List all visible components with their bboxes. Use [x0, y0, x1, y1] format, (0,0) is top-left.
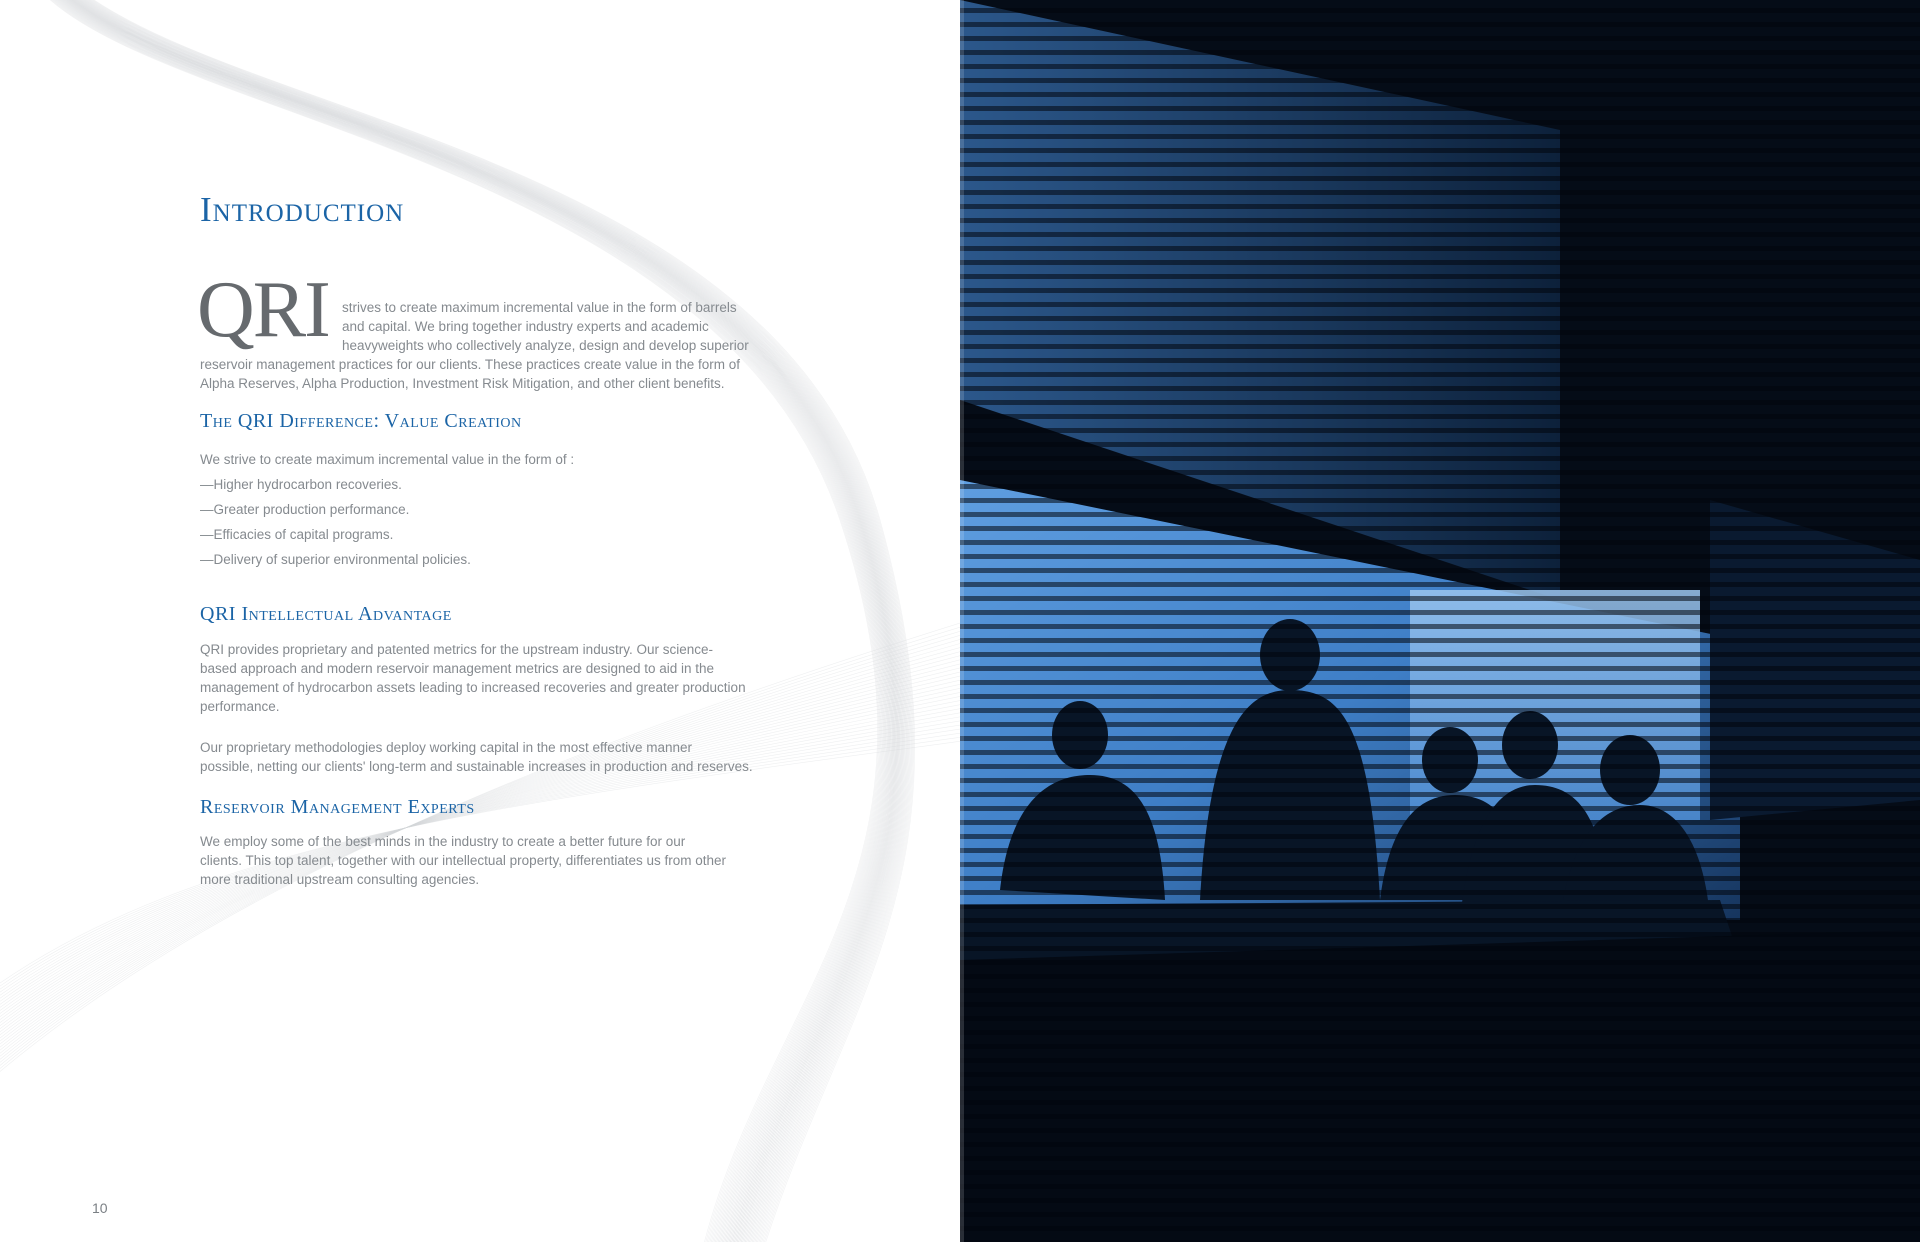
- blind-slat: [960, 176, 1920, 181]
- wave-line: [52, 0, 889, 1242]
- blind-slat: [960, 974, 1920, 979]
- blind-slat: [960, 722, 1920, 727]
- blind-slat: [960, 1198, 1920, 1203]
- blind-slat: [960, 1142, 1920, 1147]
- blind-slat: [960, 64, 1920, 69]
- blind-slat: [960, 274, 1920, 279]
- blind-slat: [960, 540, 1920, 545]
- blind-slat: [960, 736, 1920, 741]
- blind-slat: [960, 442, 1920, 447]
- blind-slat: [960, 8, 1920, 13]
- wave-line: [45, 0, 882, 1242]
- wave-line: [61, 0, 897, 1242]
- blind-slat: [960, 1044, 1920, 1049]
- blind-slat: [960, 666, 1920, 671]
- blind-slat: [960, 330, 1920, 335]
- blind-slat: [960, 1128, 1920, 1133]
- blind-slat: [960, 932, 1920, 937]
- heading-reservoir-experts: Reservoir Management Experts: [200, 796, 475, 818]
- blind-slat: [960, 610, 1920, 615]
- intro-line-3: heavyweights who collectively analyze, design and develop superior: [342, 338, 749, 353]
- dropcap-qri: QRI: [197, 266, 329, 354]
- blind-slat: [960, 1058, 1920, 1063]
- wave-line: [54, 0, 891, 1242]
- blind-slat: [960, 162, 1920, 167]
- wave-line: [55, 0, 891, 1242]
- intro-line-2: and capital. We bring together industry experts and academic: [342, 319, 709, 334]
- blind-slat: [960, 246, 1920, 251]
- experts-line-3: more traditional upstream consulting agencies.: [200, 872, 480, 887]
- blind-slat: [960, 36, 1920, 41]
- blind-slat: [960, 22, 1920, 27]
- blind-slat: [960, 78, 1920, 83]
- blind-slat: [960, 792, 1920, 797]
- blind-slat: [960, 414, 1920, 419]
- blind-slat: [960, 890, 1920, 895]
- advantage-para1-line-2: based approach and modern reservoir management metrics are designed to aid in the: [200, 661, 715, 676]
- heading-qri-difference: The QRI Difference: Value Creation: [200, 410, 522, 432]
- experts-line-1: We employ some of the best minds in the industry to create a better future for our: [200, 834, 686, 849]
- page-number: 10: [92, 1200, 108, 1216]
- blind-slat: [960, 638, 1920, 643]
- blind-slat: [960, 400, 1920, 405]
- wave-line: [42, 0, 879, 1242]
- blind-slat: [960, 92, 1920, 97]
- advantage-para1-line-3: management of hydrocarbon assets leading to increased recoveries and greater production: [200, 680, 746, 695]
- wave-line: [44, 0, 881, 1242]
- wave-line: [53, 0, 890, 1242]
- blind-slat: [960, 918, 1920, 923]
- blind-slat: [960, 470, 1920, 475]
- wave-line: [47, 0, 884, 1242]
- blind-slat: [960, 1002, 1920, 1007]
- blind-slat: [960, 960, 1920, 965]
- blind-slat: [960, 904, 1920, 909]
- blind-slat: [960, 512, 1920, 517]
- wave-line: [49, 0, 886, 1242]
- blind-slat: [960, 372, 1920, 377]
- wave-line: [40, 0, 878, 1242]
- wave-line: [60, 0, 896, 1242]
- wave-line: [57, 0, 893, 1242]
- blind-slat: [960, 820, 1920, 825]
- wave-line: [41, 0, 879, 1242]
- blind-slat: [960, 554, 1920, 559]
- blind-slat: [960, 498, 1920, 503]
- blind-slat: [960, 652, 1920, 657]
- blind-slat: [960, 232, 1920, 237]
- intro-line-1: strives to create maximum incremental value in the form of barrels: [342, 300, 737, 315]
- blind-slat: [960, 708, 1920, 713]
- meeting-room-photo: [960, 0, 1920, 1242]
- blind-slat: [960, 218, 1920, 223]
- blind-slat: [960, 456, 1920, 461]
- page-title: Introduction: [200, 190, 405, 229]
- page-gutter: [960, 0, 964, 1242]
- wave-line: [52, 0, 889, 1242]
- blind-slat: [960, 568, 1920, 573]
- blind-slat: [960, 1086, 1920, 1091]
- wave-line: [44, 0, 881, 1242]
- blind-slat: [960, 1016, 1920, 1021]
- wave-line: [59, 0, 895, 1242]
- blind-slat: [960, 484, 1920, 489]
- wave-line: [60, 0, 896, 1242]
- blind-slat: [960, 204, 1920, 209]
- blind-slat: [960, 596, 1920, 601]
- blind-slat: [960, 288, 1920, 293]
- blind-slat: [960, 50, 1920, 55]
- blind-slat: [960, 316, 1920, 321]
- wave-line: [46, 0, 883, 1242]
- blind-slat: [960, 302, 1920, 307]
- blind-slat: [960, 1226, 1920, 1231]
- heading-intellectual-advantage: QRI Intellectual Advantage: [200, 603, 452, 625]
- advantage-para1-line-4: performance.: [200, 699, 280, 714]
- blind-slat: [960, 848, 1920, 853]
- blind-slat: [960, 134, 1920, 139]
- blind-slat: [960, 876, 1920, 881]
- advantage-para2-line-1: Our proprietary methodologies deploy working capital in the most effective manner: [200, 740, 693, 755]
- blind-slat: [960, 988, 1920, 993]
- difference-item-1: —Higher hydrocarbon recoveries.: [200, 477, 402, 492]
- blind-slat: [960, 946, 1920, 951]
- difference-item-4: —Delivery of superior environmental policies.: [200, 552, 471, 567]
- advantage-para2-line-2: possible, netting our clients' long-term and sustainable increases in production and reserves.: [200, 759, 753, 774]
- intro-line-4: reservoir management practices for our clients. These practices create value in the form of: [200, 357, 740, 372]
- blind-slat: [960, 680, 1920, 685]
- blind-slat: [960, 582, 1920, 587]
- blind-slat: [960, 148, 1920, 153]
- blind-slat: [960, 778, 1920, 783]
- blind-slat: [960, 120, 1920, 125]
- blind-slat: [960, 1156, 1920, 1161]
- blind-slat: [960, 624, 1920, 629]
- difference-item-2: —Greater production performance.: [200, 502, 410, 517]
- wave-line: [56, 0, 892, 1242]
- blind-slat: [960, 1114, 1920, 1119]
- blind-slat: [960, 428, 1920, 433]
- blind-slat: [960, 750, 1920, 755]
- wave-line: [51, 0, 888, 1242]
- blind-slat: [960, 190, 1920, 195]
- blind-slat: [960, 1170, 1920, 1175]
- experts-line-2: clients. This top talent, together with our intellectual property, differentiates us from other: [200, 853, 727, 868]
- advantage-para1-line-1: QRI provides proprietary and patented metrics for the upstream industry. Our science-: [200, 642, 713, 657]
- wave-line: [58, 0, 894, 1242]
- wave-line: [50, 0, 887, 1242]
- blind-slat: [960, 358, 1920, 363]
- blind-slat: [960, 1100, 1920, 1105]
- blind-slat: [960, 694, 1920, 699]
- wave-line: [48, 0, 885, 1242]
- blind-slat: [960, 526, 1920, 531]
- difference-lead: We strive to create maximum incremental value in the form of :: [200, 452, 575, 467]
- blind-slat: [960, 260, 1920, 265]
- blind-slat: [960, 764, 1920, 769]
- blind-slat: [960, 834, 1920, 839]
- blind-slat: [960, 386, 1920, 391]
- blind-slat: [960, 1030, 1920, 1035]
- intro-line-5: Alpha Reserves, Alpha Production, Investment Risk Mitigation, and other client benefits.: [200, 376, 725, 391]
- blind-slat: [960, 106, 1920, 111]
- blind-slat: [960, 1184, 1920, 1189]
- blind-slat: [960, 1072, 1920, 1077]
- blind-slat: [960, 806, 1920, 811]
- blind-slat: [960, 344, 1920, 349]
- right-page: [960, 0, 1920, 1242]
- blind-slat: [960, 862, 1920, 867]
- blind-slat: [960, 1212, 1920, 1217]
- difference-item-3: —Efficacies of capital programs.: [200, 527, 394, 542]
- wave-line: [43, 0, 880, 1242]
